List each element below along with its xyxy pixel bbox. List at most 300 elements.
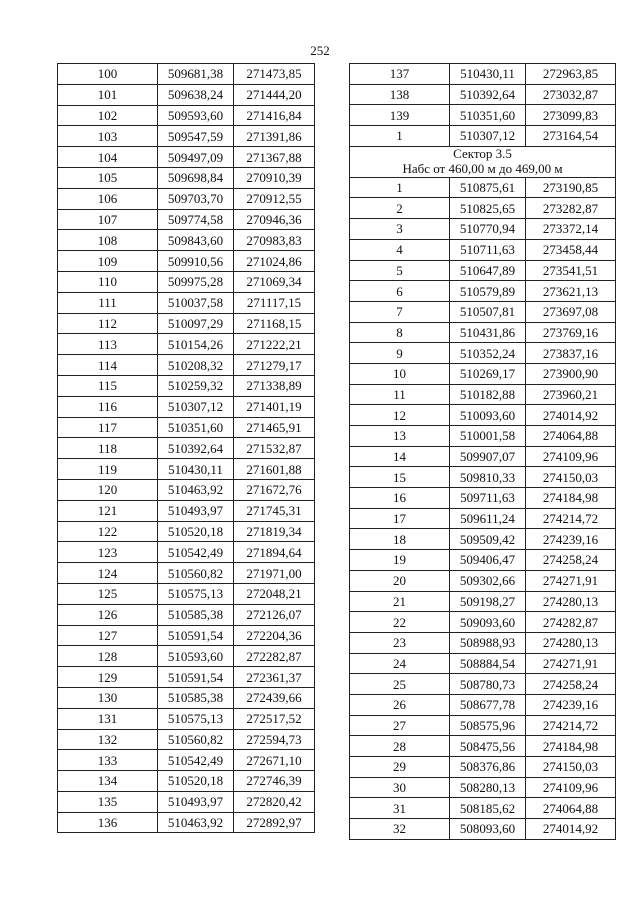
table-row [350,798,616,819]
point-number-cell: 120 [58,479,158,500]
coordinate-y-cell: 271338,89 [234,375,315,396]
point-number-cell: 18 [350,529,450,550]
coordinate-x-cell: 510825,65 [450,198,526,219]
coordinate-y-cell: 272439,66 [234,687,315,708]
point-number-cell: 2 [350,198,450,219]
table-row [58,438,315,459]
coordinate-y-cell: 271672,76 [234,479,315,500]
coordinate-y-cell: 270910,39 [234,167,315,188]
point-number-cell: 1 [350,177,450,198]
table-row [350,612,616,633]
coordinate-y-cell: 271401,19 [234,396,315,417]
table-row [350,508,616,529]
table-row [58,500,315,521]
coordinates-table-left-body [58,64,315,833]
table-row [58,812,315,833]
point-number-cell: 31 [350,798,450,819]
coordinate-x-cell: 509638,24 [158,84,234,105]
table-row [350,219,616,240]
coordinate-x-cell: 510463,92 [158,479,234,500]
coordinate-x-cell: 508093,60 [450,819,526,840]
point-number-cell: 20 [350,570,450,591]
coordinate-x-cell: 510037,58 [158,292,234,313]
coordinate-x-cell: 510392,64 [158,438,234,459]
coordinate-y-cell: 273282,87 [526,198,616,219]
coordinate-y-cell: 273372,14 [526,219,616,240]
coordinate-x-cell: 509907,07 [450,446,526,467]
table-row [58,521,315,542]
table-row [58,479,315,500]
table-row [350,653,616,674]
table-row [350,777,616,798]
point-number-cell: 115 [58,375,158,396]
coordinate-y-cell: 273190,85 [526,177,616,198]
point-number-cell: 15 [350,467,450,488]
coordinate-y-cell: 271069,34 [234,271,315,292]
coordinate-x-cell: 509611,24 [450,508,526,529]
coordinate-y-cell: 271971,00 [234,563,315,584]
coordinates-table-right-top-body [350,64,616,147]
point-number-cell: 103 [58,126,158,147]
table-row [350,105,616,126]
point-number-cell: 136 [58,812,158,833]
table-row [58,625,315,646]
table-row [58,167,315,188]
coordinate-x-cell: 509509,42 [450,529,526,550]
page-number: 252 [310,43,330,58]
table-row [58,271,315,292]
point-number-cell: 125 [58,583,158,604]
table-row [58,729,315,750]
coordinate-y-cell: 270983,83 [234,230,315,251]
table-row [350,488,616,509]
coordinate-y-cell: 274184,98 [526,488,616,509]
coordinate-y-cell: 271894,64 [234,542,315,563]
table-row [350,426,616,447]
coordinate-y-cell: 273769,16 [526,322,616,343]
coordinate-y-cell: 271367,88 [234,147,315,168]
coordinate-x-cell: 510585,38 [158,604,234,625]
coordinate-x-cell: 510560,82 [158,563,234,584]
point-number-cell: 1 [350,126,450,147]
coordinate-x-cell: 510507,81 [450,301,526,322]
coordinate-x-cell: 510591,54 [158,625,234,646]
coordinate-y-cell: 272361,37 [234,667,315,688]
point-number-cell: 7 [350,301,450,322]
table-row [350,64,616,85]
coordinate-x-cell: 509975,28 [158,271,234,292]
table-row [58,105,315,126]
table-row [350,819,616,840]
coordinates-table-left [57,63,315,833]
coordinate-x-cell: 510579,89 [450,281,526,302]
sector-title: Сектор 3.5 [453,146,512,161]
coordinate-y-cell: 271222,21 [234,334,315,355]
coordinate-x-cell: 510097,29 [158,313,234,334]
point-number-cell: 11 [350,384,450,405]
point-number-cell: 19 [350,550,450,571]
table-row [58,355,315,376]
sector-header-row [350,146,616,177]
point-number-cell: 24 [350,653,450,674]
coordinate-y-cell: 271024,86 [234,251,315,272]
coordinate-x-cell: 510182,88 [450,384,526,405]
coordinate-y-cell: 274014,92 [526,819,616,840]
coordinate-x-cell: 509703,70 [158,188,234,209]
point-number-cell: 139 [350,105,450,126]
coordinate-x-cell: 509406,47 [450,550,526,571]
point-number-cell: 132 [58,729,158,750]
coordinate-y-cell: 271416,84 [234,105,315,126]
coordinate-x-cell: 510093,60 [450,405,526,426]
table-row [58,396,315,417]
coordinate-y-cell: 274150,03 [526,467,616,488]
coordinate-y-cell: 272746,39 [234,771,315,792]
coordinate-x-cell: 510542,49 [158,750,234,771]
table-row [350,322,616,343]
coordinate-x-cell: 509198,27 [450,591,526,612]
coordinate-y-cell: 274271,91 [526,653,616,674]
table-row [350,260,616,281]
point-number-cell: 114 [58,355,158,376]
coordinate-y-cell: 271745,31 [234,500,315,521]
coordinate-x-cell: 508677,78 [450,694,526,715]
table-row [58,209,315,230]
coordinate-x-cell: 510351,60 [158,417,234,438]
table-row [58,147,315,168]
table-row [58,230,315,251]
point-number-cell: 108 [58,230,158,251]
table-row [58,646,315,667]
coordinate-y-cell: 272892,97 [234,812,315,833]
coordinate-y-cell: 274258,24 [526,674,616,695]
coordinate-y-cell: 272204,36 [234,625,315,646]
table-row [58,126,315,147]
coordinate-y-cell: 272126,07 [234,604,315,625]
table-row [350,715,616,736]
point-number-cell: 22 [350,612,450,633]
coordinate-y-cell: 270912,55 [234,188,315,209]
point-number-cell: 29 [350,757,450,778]
point-number-cell: 13 [350,426,450,447]
point-number-cell: 8 [350,322,450,343]
coordinate-x-cell: 509698,84 [158,167,234,188]
table-row [58,542,315,563]
coordinate-x-cell: 510307,12 [158,396,234,417]
coordinate-x-cell: 510430,11 [158,459,234,480]
point-number-cell: 121 [58,500,158,521]
coordinate-x-cell: 509711,63 [450,488,526,509]
coordinate-y-cell: 271532,87 [234,438,315,459]
point-number-cell: 126 [58,604,158,625]
coordinate-x-cell: 509302,66 [450,570,526,591]
coordinate-y-cell: 274239,16 [526,529,616,550]
table-row [350,384,616,405]
table-row [350,446,616,467]
point-number-cell: 101 [58,84,158,105]
point-number-cell: 117 [58,417,158,438]
coordinate-x-cell: 510542,49 [158,542,234,563]
coordinate-y-cell: 274109,96 [526,777,616,798]
coordinate-y-cell: 272048,21 [234,583,315,604]
coordinate-x-cell: 509810,33 [450,467,526,488]
point-number-cell: 32 [350,819,450,840]
table-row [58,188,315,209]
coordinate-y-cell: 274214,72 [526,715,616,736]
table-row [58,375,315,396]
coordinate-x-cell: 510269,17 [450,363,526,384]
table-row [350,239,616,260]
point-number-cell: 25 [350,674,450,695]
coordinate-x-cell: 510431,86 [450,322,526,343]
coordinate-y-cell: 273697,08 [526,301,616,322]
point-number-cell: 102 [58,105,158,126]
coordinate-y-cell: 272594,73 [234,729,315,750]
coordinate-y-cell: 271391,86 [234,126,315,147]
coordinate-x-cell: 510585,38 [158,687,234,708]
coordinate-y-cell: 274064,88 [526,426,616,447]
point-number-cell: 17 [350,508,450,529]
coordinate-x-cell: 508884,54 [450,653,526,674]
coordinate-y-cell: 274258,24 [526,550,616,571]
table-row [350,694,616,715]
coordinate-y-cell: 274271,91 [526,570,616,591]
coordinate-x-cell: 510154,26 [158,334,234,355]
point-number-cell: 112 [58,313,158,334]
coordinate-x-cell: 510591,54 [158,667,234,688]
table-row [350,198,616,219]
coordinate-y-cell: 273960,21 [526,384,616,405]
coordinate-y-cell: 273164,54 [526,126,616,147]
coordinate-x-cell: 510430,11 [450,64,526,85]
table-row [58,708,315,729]
point-number-cell: 137 [350,64,450,85]
point-number-cell: 109 [58,251,158,272]
coordinate-y-cell: 271117,15 [234,292,315,313]
coordinate-x-cell: 510493,97 [158,791,234,812]
table-row [58,64,315,85]
coordinate-x-cell: 508988,93 [450,632,526,653]
coordinate-y-cell: 270946,36 [234,209,315,230]
point-number-cell: 14 [350,446,450,467]
coordinate-x-cell: 509774,58 [158,209,234,230]
point-number-cell: 100 [58,64,158,85]
table-row [350,84,616,105]
coordinate-x-cell: 508376,86 [450,757,526,778]
point-number-cell: 133 [58,750,158,771]
table-row [58,604,315,625]
table-row [58,750,315,771]
point-number-cell: 30 [350,777,450,798]
coordinate-x-cell: 509843,60 [158,230,234,251]
table-row [350,467,616,488]
coordinate-x-cell: 510520,18 [158,771,234,792]
coordinate-y-cell: 273458,44 [526,239,616,260]
coordinate-x-cell: 510001,58 [450,426,526,447]
coordinate-x-cell: 510575,13 [158,708,234,729]
point-number-cell: 10 [350,363,450,384]
sector-header-body [350,146,616,177]
point-number-cell: 106 [58,188,158,209]
table-row [58,334,315,355]
coordinate-x-cell: 508780,73 [450,674,526,695]
point-number-cell: 5 [350,260,450,281]
coordinate-y-cell: 271473,85 [234,64,315,85]
coordinate-x-cell: 510711,63 [450,239,526,260]
coordinate-y-cell: 274109,96 [526,446,616,467]
table-row [350,126,616,147]
coordinate-x-cell: 509547,59 [158,126,234,147]
point-number-cell: 27 [350,715,450,736]
table-row [350,736,616,757]
coordinate-y-cell: 271601,88 [234,459,315,480]
table-row [58,771,315,792]
point-number-cell: 3 [350,219,450,240]
coordinate-y-cell: 272517,52 [234,708,315,729]
coordinate-y-cell: 273837,16 [526,343,616,364]
point-number-cell: 135 [58,791,158,812]
coordinate-x-cell: 508280,13 [450,777,526,798]
point-number-cell: 119 [58,459,158,480]
sector-header-cell [350,146,616,177]
point-number-cell: 105 [58,167,158,188]
table-row [350,632,616,653]
coordinate-y-cell: 273621,13 [526,281,616,302]
table-row [350,674,616,695]
coordinate-y-cell: 272820,42 [234,791,315,812]
table-row [58,417,315,438]
table-row [58,251,315,272]
table-row [350,343,616,364]
point-number-cell: 26 [350,694,450,715]
coordinate-y-cell: 274280,13 [526,591,616,612]
coordinate-y-cell: 271819,34 [234,521,315,542]
coordinates-table-right [349,63,616,840]
point-number-cell: 138 [350,84,450,105]
coordinate-y-cell: 273032,87 [526,84,616,105]
coordinate-y-cell: 274064,88 [526,798,616,819]
coordinate-x-cell: 510259,32 [158,375,234,396]
coordinate-x-cell: 509681,38 [158,64,234,85]
table-row [350,550,616,571]
point-number-cell: 23 [350,632,450,653]
table-row [58,459,315,480]
coordinate-y-cell: 271444,20 [234,84,315,105]
table-row [350,570,616,591]
coordinate-x-cell: 510352,24 [450,343,526,364]
coordinate-y-cell: 272963,85 [526,64,616,85]
point-number-cell: 134 [58,771,158,792]
point-number-cell: 130 [58,687,158,708]
sector-subtitle: Набс от 460,00 м до 469,00 м [402,160,563,176]
table-row [58,292,315,313]
coordinate-y-cell: 272671,10 [234,750,315,771]
coordinate-y-cell: 274014,92 [526,405,616,426]
point-number-cell: 104 [58,147,158,168]
coordinate-x-cell: 510560,82 [158,729,234,750]
table-row [350,363,616,384]
table-row [350,591,616,612]
table-row [58,563,315,584]
point-number-cell: 118 [58,438,158,459]
table-row [350,405,616,426]
table-row [350,529,616,550]
coordinate-y-cell: 272282,87 [234,646,315,667]
table-row [350,301,616,322]
coordinate-y-cell: 271279,17 [234,355,315,376]
coordinate-x-cell: 509593,60 [158,105,234,126]
point-number-cell: 128 [58,646,158,667]
coordinate-y-cell: 274282,87 [526,612,616,633]
point-number-cell: 16 [350,488,450,509]
point-number-cell: 116 [58,396,158,417]
coordinate-x-cell: 509093,60 [450,612,526,633]
coordinate-x-cell: 509497,09 [158,147,234,168]
table-row [58,791,315,812]
point-number-cell: 124 [58,563,158,584]
coordinate-y-cell: 274150,03 [526,757,616,778]
coordinate-y-cell: 273900,90 [526,363,616,384]
point-number-cell: 123 [58,542,158,563]
coordinate-x-cell: 510208,32 [158,355,234,376]
coordinate-x-cell: 510392,64 [450,84,526,105]
point-number-cell: 28 [350,736,450,757]
coordinate-x-cell: 510575,13 [158,583,234,604]
coordinate-x-cell: 509910,56 [158,251,234,272]
table-row [58,84,315,105]
point-number-cell: 110 [58,271,158,292]
table-row [350,177,616,198]
coordinate-x-cell: 508475,56 [450,736,526,757]
coordinate-x-cell: 510493,97 [158,500,234,521]
coordinate-x-cell: 510307,12 [450,126,526,147]
coordinate-y-cell: 274280,13 [526,632,616,653]
point-number-cell: 113 [58,334,158,355]
point-number-cell: 4 [350,239,450,260]
point-number-cell: 6 [350,281,450,302]
coordinate-x-cell: 510770,94 [450,219,526,240]
coordinate-y-cell: 274214,72 [526,508,616,529]
coordinate-y-cell: 273099,83 [526,105,616,126]
point-number-cell: 9 [350,343,450,364]
coordinate-x-cell: 510875,61 [450,177,526,198]
coordinate-y-cell: 271465,91 [234,417,315,438]
point-number-cell: 131 [58,708,158,729]
point-number-cell: 107 [58,209,158,230]
table-row [58,667,315,688]
coordinate-x-cell: 510647,89 [450,260,526,281]
coordinate-x-cell: 508575,96 [450,715,526,736]
coordinate-x-cell: 510351,60 [450,105,526,126]
table-row [350,281,616,302]
coordinate-x-cell: 508185,62 [450,798,526,819]
coordinates-table-right-bottom-body [350,177,616,839]
point-number-cell: 122 [58,521,158,542]
coordinate-y-cell: 273541,51 [526,260,616,281]
point-number-cell: 127 [58,625,158,646]
coordinate-x-cell: 510463,92 [158,812,234,833]
point-number-cell: 12 [350,405,450,426]
point-number-cell: 21 [350,591,450,612]
coordinate-y-cell: 271168,15 [234,313,315,334]
table-row [58,583,315,604]
coordinate-y-cell: 274239,16 [526,694,616,715]
coordinate-y-cell: 274184,98 [526,736,616,757]
coordinate-x-cell: 510520,18 [158,521,234,542]
table-row [58,687,315,708]
point-number-cell: 111 [58,292,158,313]
table-row [58,313,315,334]
